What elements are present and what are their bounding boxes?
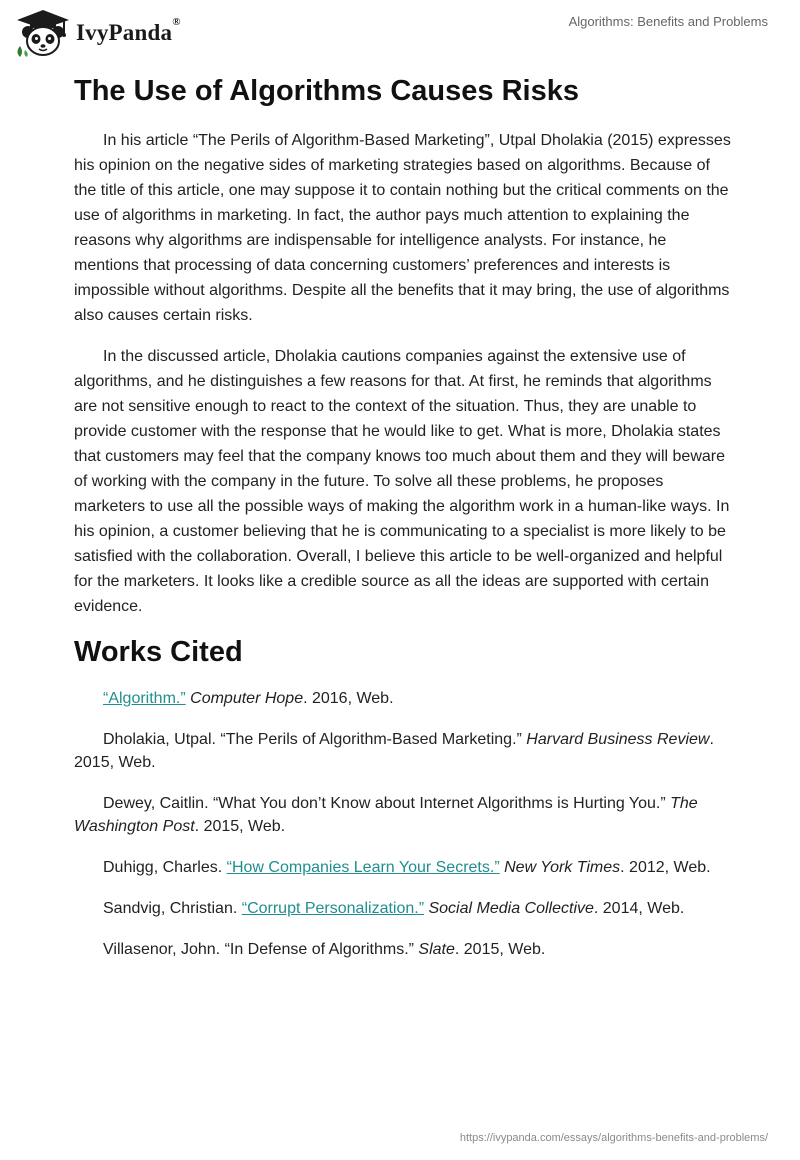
- citation-item: Villasenor, John. “In Defense of Algorithms.” Slate. 2015, Web.: [103, 941, 546, 958]
- citation-source: The Washington Post: [74, 795, 698, 835]
- works-cited-heading: Works Cited: [74, 636, 243, 668]
- section-heading: The Use of Algorithms Causes Risks: [74, 75, 579, 107]
- essay-content: [74, 70, 734, 979]
- citation-source: Harvard Business Review: [526, 731, 710, 748]
- citation-item: Dewey, Caitlin. “What You don’t Know about Internet Algorithms is Hurting You.” The Washington Post. 2015, Web.: [74, 795, 698, 835]
- citation-item: “Algorithm.” Computer Hope. 2016, Web.: [103, 690, 394, 707]
- panda-graduate-icon: [14, 8, 72, 58]
- citation-link[interactable]: “How Companies Learn Your Secrets.”: [226, 859, 500, 876]
- page-header: [0, 0, 800, 70]
- citation-item: Duhigg, Charles. “How Companies Learn Your Secrets.” New York Times. 2012, Web.: [103, 859, 711, 876]
- essay-paragraph: In his article “The Perils of Algorithm-Based Marketing”, Utpal Dholakia (2015) expresses his opinion on the negative sides of marketing strategies based on algorithms. Because of the title of this article, one may suppose it to contain nothing but the critical comments on the use of algorithms in marketing. In fact, the author pays much attention to explaining the reasons why algorithms are indispensable for intelligence analysts. For instance, he mentions that processing of data concerning customers’ preferences and interests is impossible without algorithms. Despite all the benefits that it may bring, the use of algorithms also causes certain risks.: [74, 132, 731, 324]
- citation-source: Computer Hope: [190, 690, 304, 707]
- citation-link[interactable]: “Corrupt Personalization.”: [241, 900, 425, 917]
- citation-item: Sandvig, Christian. “Corrupt Personalization.” Social Media Collective. 2014, Web.: [103, 900, 685, 917]
- citation-item: Dholakia, Utpal. “The Perils of Algorithm-Based Marketing.” Harvard Business Review. 2015, Web.: [74, 731, 714, 771]
- citation-source: New York Times: [504, 859, 621, 876]
- citation-source: Social Media Collective: [428, 900, 594, 917]
- citation-link[interactable]: “Algorithm.”: [103, 690, 186, 707]
- ivypanda-logo[interactable]: [14, 8, 181, 58]
- citation-source: Slate: [418, 941, 455, 958]
- brand-name: IvyPanda®: [76, 16, 181, 45]
- source-url[interactable]: https://ivypanda.com/essays/algorithms-benefits-and-problems/: [459, 1132, 768, 1144]
- document-title: Algorithms: Benefits and Problems: [568, 14, 768, 29]
- essay-paragraph: In the discussed article, Dholakia cautions companies against the extensive use of algorithms, and he distinguishes a few reasons for that. At first, he reminds that algorithms are not sensitive enough to react to the context of the situation. Thus, they are unable to provide customer with the response that he would like to get. What is more, Dholakia states that customers may feel that the company knows too much about them and they will beware of working with the company in the future. To solve all these problems, he proposes marketers to use all the possible ways of making the algorithm work in a human-like ways. In his opinion, a customer believing that he is communicating to a specialist is more likely to be satisfied with the collaboration. Overall, I believe this article to be well-organized and helpful for the marketers. It looks like a credible source as all the ideas are supported with certain evidence.: [74, 348, 730, 615]
